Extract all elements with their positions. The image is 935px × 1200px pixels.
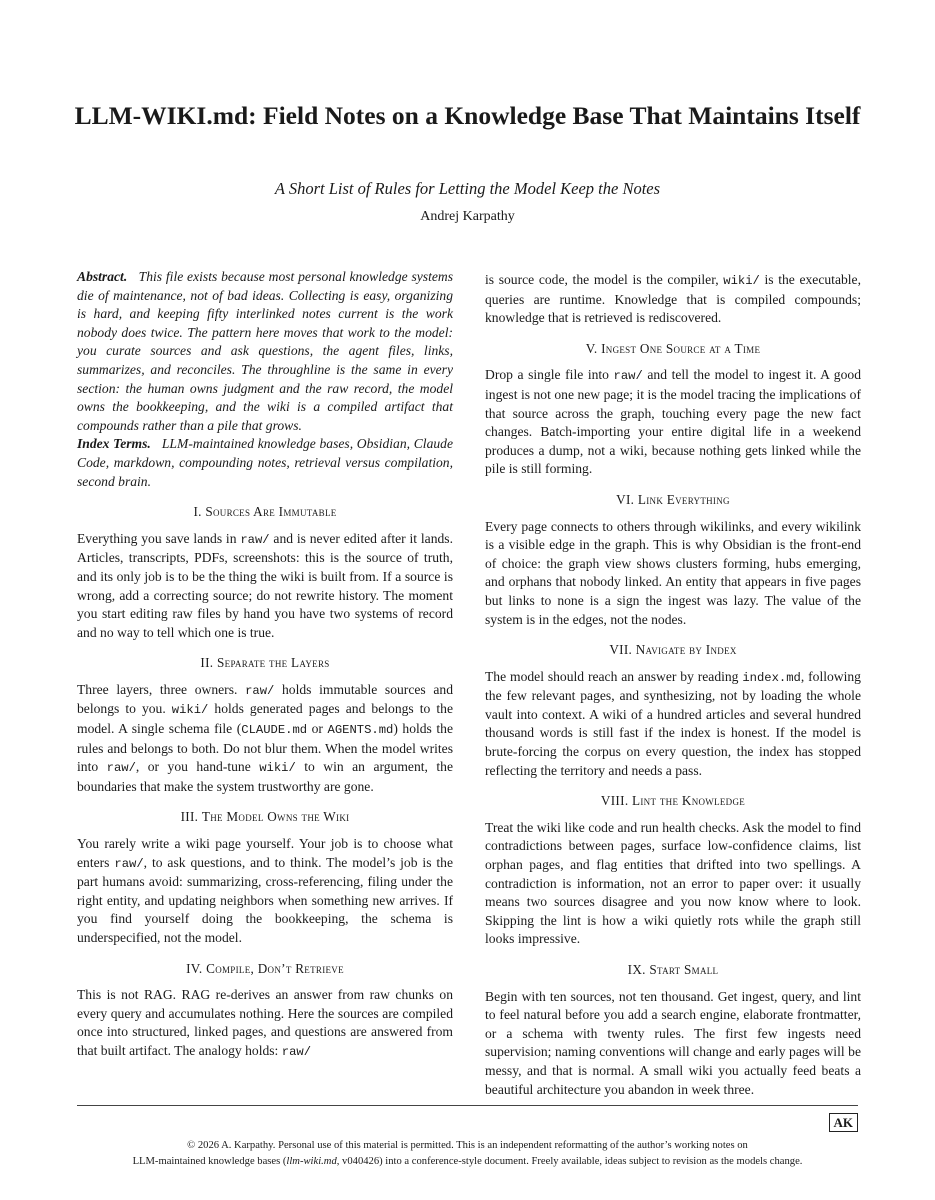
section-7-body: The model should reach an answer by reading index.md, following the few relevant pages, and synthesizing, not by loading the whole vault into context. A wiki of a hundred articles and several hundred thousand words is still fast if the index is honest. If the model is brute-forcing the corpus on every question, the index has stopped reflecting the territory and needs a pass.	[485, 668, 861, 778]
section-heading-1: I. Sources Are Immutable	[193, 504, 337, 520]
author: Andrej Karpathy	[420, 209, 515, 224]
abstract-label: Abstract.	[77, 269, 128, 284]
abstract	[77, 268, 453, 435]
section-heading-4: IV. Compile, Don’t Retrieve	[186, 960, 344, 976]
paper-title: LLM-WIKI.md: Field Notes on a Knowledge Base That Maintains Itself	[74, 101, 861, 130]
section-5-body: Drop a single file into raw/ and tell the model to ingest it. A good ingest is not one new page; it is the model tracing the implications of that source across the graph, touching every page the new fact changes. Batch-importing your entire digital life in a weekend produces a dump, not a wiki, because nothing gets linked while the pile is still forming.	[485, 367, 861, 477]
section-heading-7: VII. Navigate by Index	[609, 642, 737, 658]
section-9-body: Begin with ten sources, not ten thousand. Get ingest, query, and lint to feel natural before you add a search engine, elaborate frontmatter, or a schema with twenty rules. The first few ingests need supervision; naming conventions will change and early pages will be messy, and that is normal. A small wiki you actually feed beats a beautiful architecture you abandon in week three.	[485, 988, 861, 1097]
index-terms-label: Index Terms.	[77, 436, 151, 452]
section-heading-9: IX. Start Small	[627, 962, 719, 977]
footer-line-2: LLM-maintained knowledge bases (llm-wiki.md, v040426) into a conference-style document. Freely available, ideas subject to revision as the models change.	[132, 1156, 803, 1167]
section-heading-6: VI. Link Everything	[616, 491, 730, 507]
footer-line-1: © 2026 A. Karpathy. Personal use of this material is permitted. This is an independent reformatting of the author’s working notes on	[187, 1140, 748, 1151]
right-column	[485, 271, 861, 1099]
index-terms-text: LLM-maintained knowledge bases, Obsidian, Claude Code, markdown, compounding notes, retrieval versus compilation, second brain.	[77, 436, 453, 489]
section-2-body: Three layers, three owners. raw/ holds immutable sources and belongs to you. wiki/ holds generated pages and belongs to the model. A single schema file (CLAUDE.md or AGENTS.md) holds the rules and belongs to both. Do not blur them. When the model writes into raw/, or you hand-tune wiki/ to win an argument, the boundaries that make the system trustworthy are gone.	[77, 681, 454, 794]
author-badge: AK	[829, 1113, 859, 1132]
index-terms	[77, 435, 453, 491]
paper-subtitle: A Short List of Rules for Letting the Model Keep the Notes	[274, 179, 661, 198]
section-heading-3: III. The Model Owns the Wiki	[180, 809, 350, 825]
section-8-body: Treat the wiki like code and run health checks. Ask the model to find contradictions between pages, surface low-confidence claims, list orphan pages, and flag entities that drifted into two spellings. A contradiction is information, not an error to paper over: it usually means two sources disagree and you now know where to look. Skipping the lint is how a wiki quietly rots while the graph still looks impressive.	[485, 819, 861, 947]
footer-rule	[77, 1105, 858, 1106]
section-heading-2: II. Separate the Layers	[200, 655, 330, 671]
section-4-body: This is not RAG. RAG re-derives an answer from raw chunks on every query and accumulates nothing. Here the sources are compiled once into structured, linked pages, and questions are answered from that built artifact. The analogy holds: raw/	[77, 987, 453, 1059]
copyright-footer	[40, 1138, 895, 1170]
abstract-text: This file exists because most personal knowledge systems die of maintenance, not of bad ideas. Collecting is easy, organizing is hard, and keeping fifty interlinked notes current is the work nobody does twice. The pattern here moves that work to the model: you curate sources and ask questions, the agent files, links, summarizes, and reconciles. The throughline is the same in every section: the human owns judgment and the raw record, the model owns the bookkeeping, and the wiki is a compiled artifact that compounds rather than a pile that grows.	[77, 269, 453, 433]
section-heading-8: VIII. Lint the Knowledge	[600, 793, 746, 809]
section-6-body: Every page connects to others through wikilinks, and every wikilink is a visible edge in the graph. This is why Obsidian is the front-end of choice: the graph view shows clusters forming, hubs emerging, and orphans that nobody linked. An entity that appears in five pages but links to none is a sign the ingest was lazy. The value of the system is in the edges, not the nodes.	[485, 518, 861, 627]
section-1-body: Everything you save lands in raw/ and is never edited after it lands. Articles, transcripts, PDFs, screenshots: this is the source of truth, and its only job is to be the thing the wiki is built from. If a source is wrong, add a correcting source; do not rewrite history. The moment you start editing raw files by hand you have two systems of record and no way to tell which one is true.	[77, 530, 453, 640]
left-column	[77, 268, 453, 1062]
section-4-body-continued: is source code, the model is the compiler, wiki/ is the executable, queries are runtime. Knowledge that is compiled compounds; knowledge that is retrieved is rediscovered.	[485, 272, 861, 326]
section-heading-5: V. Ingest One Source at a Time	[585, 340, 761, 356]
section-3-body: You rarely write a wiki page yourself. Your job is to choose what enters raw/, to ask questions, and to think. The model’s job is the part humans avoid: summarizing, cross-referencing, filing under the right entity, and updating neighbors when something new arrives. If you find yourself doing the bookkeeping, the schema is underspecified, not the model.	[77, 836, 454, 945]
